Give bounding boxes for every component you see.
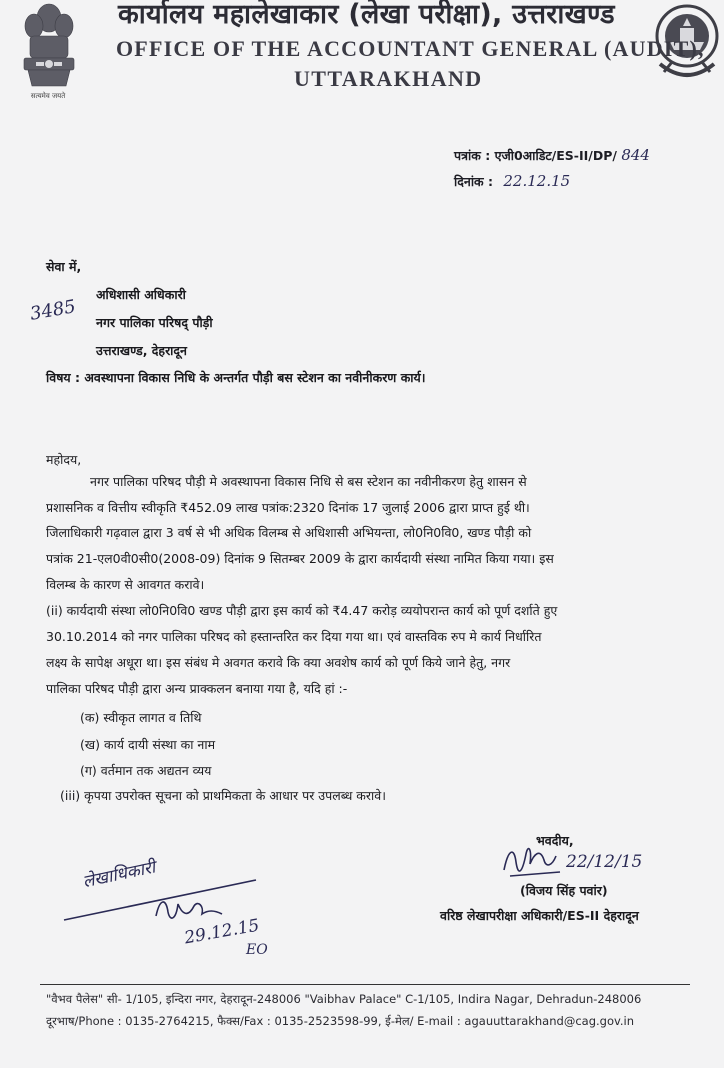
body-line: (ii) कार्यदायी संस्था लो0नि0वि0 खण्ड पौड़ी द्वारा इस कार्य को ₹4.47 करोड़ व्ययोपरान्त कार्य को पूर्ण दर्शाते हुए [46,603,558,618]
closing-point: (iii) कृपया उपरोक्त सूचना को प्राथमिकता के आधार पर उपलब्ध करावे। [60,788,386,803]
addressee-line-1: अधिशासी अधिकारी [96,287,186,302]
inward-number-handwritten: 3485 [28,296,78,325]
letter-date-handwritten: 22.12.15 [503,172,571,190]
officer-signature-icon [500,840,570,882]
valediction: भवदीय, [536,833,574,848]
letterhead-title-english: OFFICE OF THE ACCOUNTANT GENERAL (AUDIT), [116,36,705,61]
body-line: लक्ष्य के सापेक्ष अधूरा था। इस संबंध मे अवगत करावे कि क्या अवशेष कार्य को पूर्ण किये जाने हेतु, नगर [46,655,511,670]
endorsement-date-handwritten: 29.12.15 [182,915,261,949]
body-line: 30.10.2014 को नगर पालिका परिषद को हस्तान्तरित कर दिया गया था। एवं वास्तविक रुप मे कार्य निर्धारित [46,629,542,644]
endorsement-note-handwritten: लेखाधिकारी [81,857,158,893]
addressee-line-3: उत्तराखण्ड, देहरादून [96,343,187,358]
letter-date [454,172,570,190]
body-line: पत्रांक 21-एल0वी0सी0(2008-09) दिनांक 9 सितम्बर 2009 के द्वारा कार्यदायी संस्था नामित किया गया। इस [46,551,554,566]
footer-contact: दूरभाष/Phone : 0135-2764215, फैक्स/Fax : 0135-2523598-99, ई-मेल/ E-mail : agauuttarakhand@cag.gov.in [46,1014,635,1028]
signature-date-handwritten: 22/12/15 [566,852,643,872]
body-line: प्रशासनिक व वित्तीय स्वीकृति ₹452.09 लाख पत्रांक:2320 दिनांक 17 जुलाई 2006 द्वारा प्राप्त हुई थी। [46,500,530,515]
greeting: महोदय, [46,452,82,467]
list-item: (क) स्वीकृत लागत व तिथि [80,710,202,725]
list-item: (ख) कार्य दायी संस्था का नाम [80,737,216,752]
ashoka-emblem-icon [14,0,84,104]
body-line: विलम्ब के कारण से आवगत करावे। [46,577,205,592]
list-item: (ग) वर्तमान तक अद्यतन व्यय [80,763,212,778]
footer-divider [40,984,690,985]
officer-designation: वरिष्ठ लेखापरीक्षा अधिकारी/ES-II देहरादून [440,908,639,923]
letter-date-label: दिनांक : [454,174,494,189]
letterhead-title-state: UTTARAKHAND [294,66,483,91]
letter-number-handwritten: 844 [621,146,650,164]
letter-number [454,146,650,164]
subject-line: विषय : अवस्थापना विकास निधि के अन्तर्गत पौड़ी बस स्टेशन का नवीनीकरण कार्य। [46,370,426,385]
letter-number-label: पत्रांक : [454,148,491,163]
salutation: सेवा में, [46,259,82,274]
body-line: पालिका परिषद पौड़ी द्वारा अन्य प्राक्कलन बनाया गया है, यदि हां :- [46,681,348,696]
addressee-line-2: नगर पालिका परिषद् पौड़ी [96,315,213,330]
endorsement-initials-handwritten: EO [246,942,268,958]
officer-name: (विजय सिंह पवांर) [520,883,608,898]
letter-number-value: एजी0आडिट/ES-II/DP/ [494,148,617,163]
emblem-caption: सत्यमेव जयते [30,92,66,100]
body-line: नगर पालिका परिषद पौड़ी मे अवस्थापना विकास निधि से बस स्टेशन का नवीनीकरण हेतु शासन से [90,474,527,489]
footer-address: "वैभव पैलेस" सी- 1/105, इन्दिरा नगर, देहरादून-248006 "Vaibhav Palace" C-1/105, Indira Nagar, Dehradun-248006 [46,992,642,1006]
body-line: जिलाधिकारी गढ़वाल द्वारा 3 वर्ष से भी अधिक विलम्ब से अधिशासी अभियन्ता, लो0नि0वि0, खण्ड पौड़ी को [46,525,532,540]
letterhead-title-hindi: कार्यालय महालेखाकार (लेखा परीक्षा), उत्तराखण्ड [118,0,615,30]
